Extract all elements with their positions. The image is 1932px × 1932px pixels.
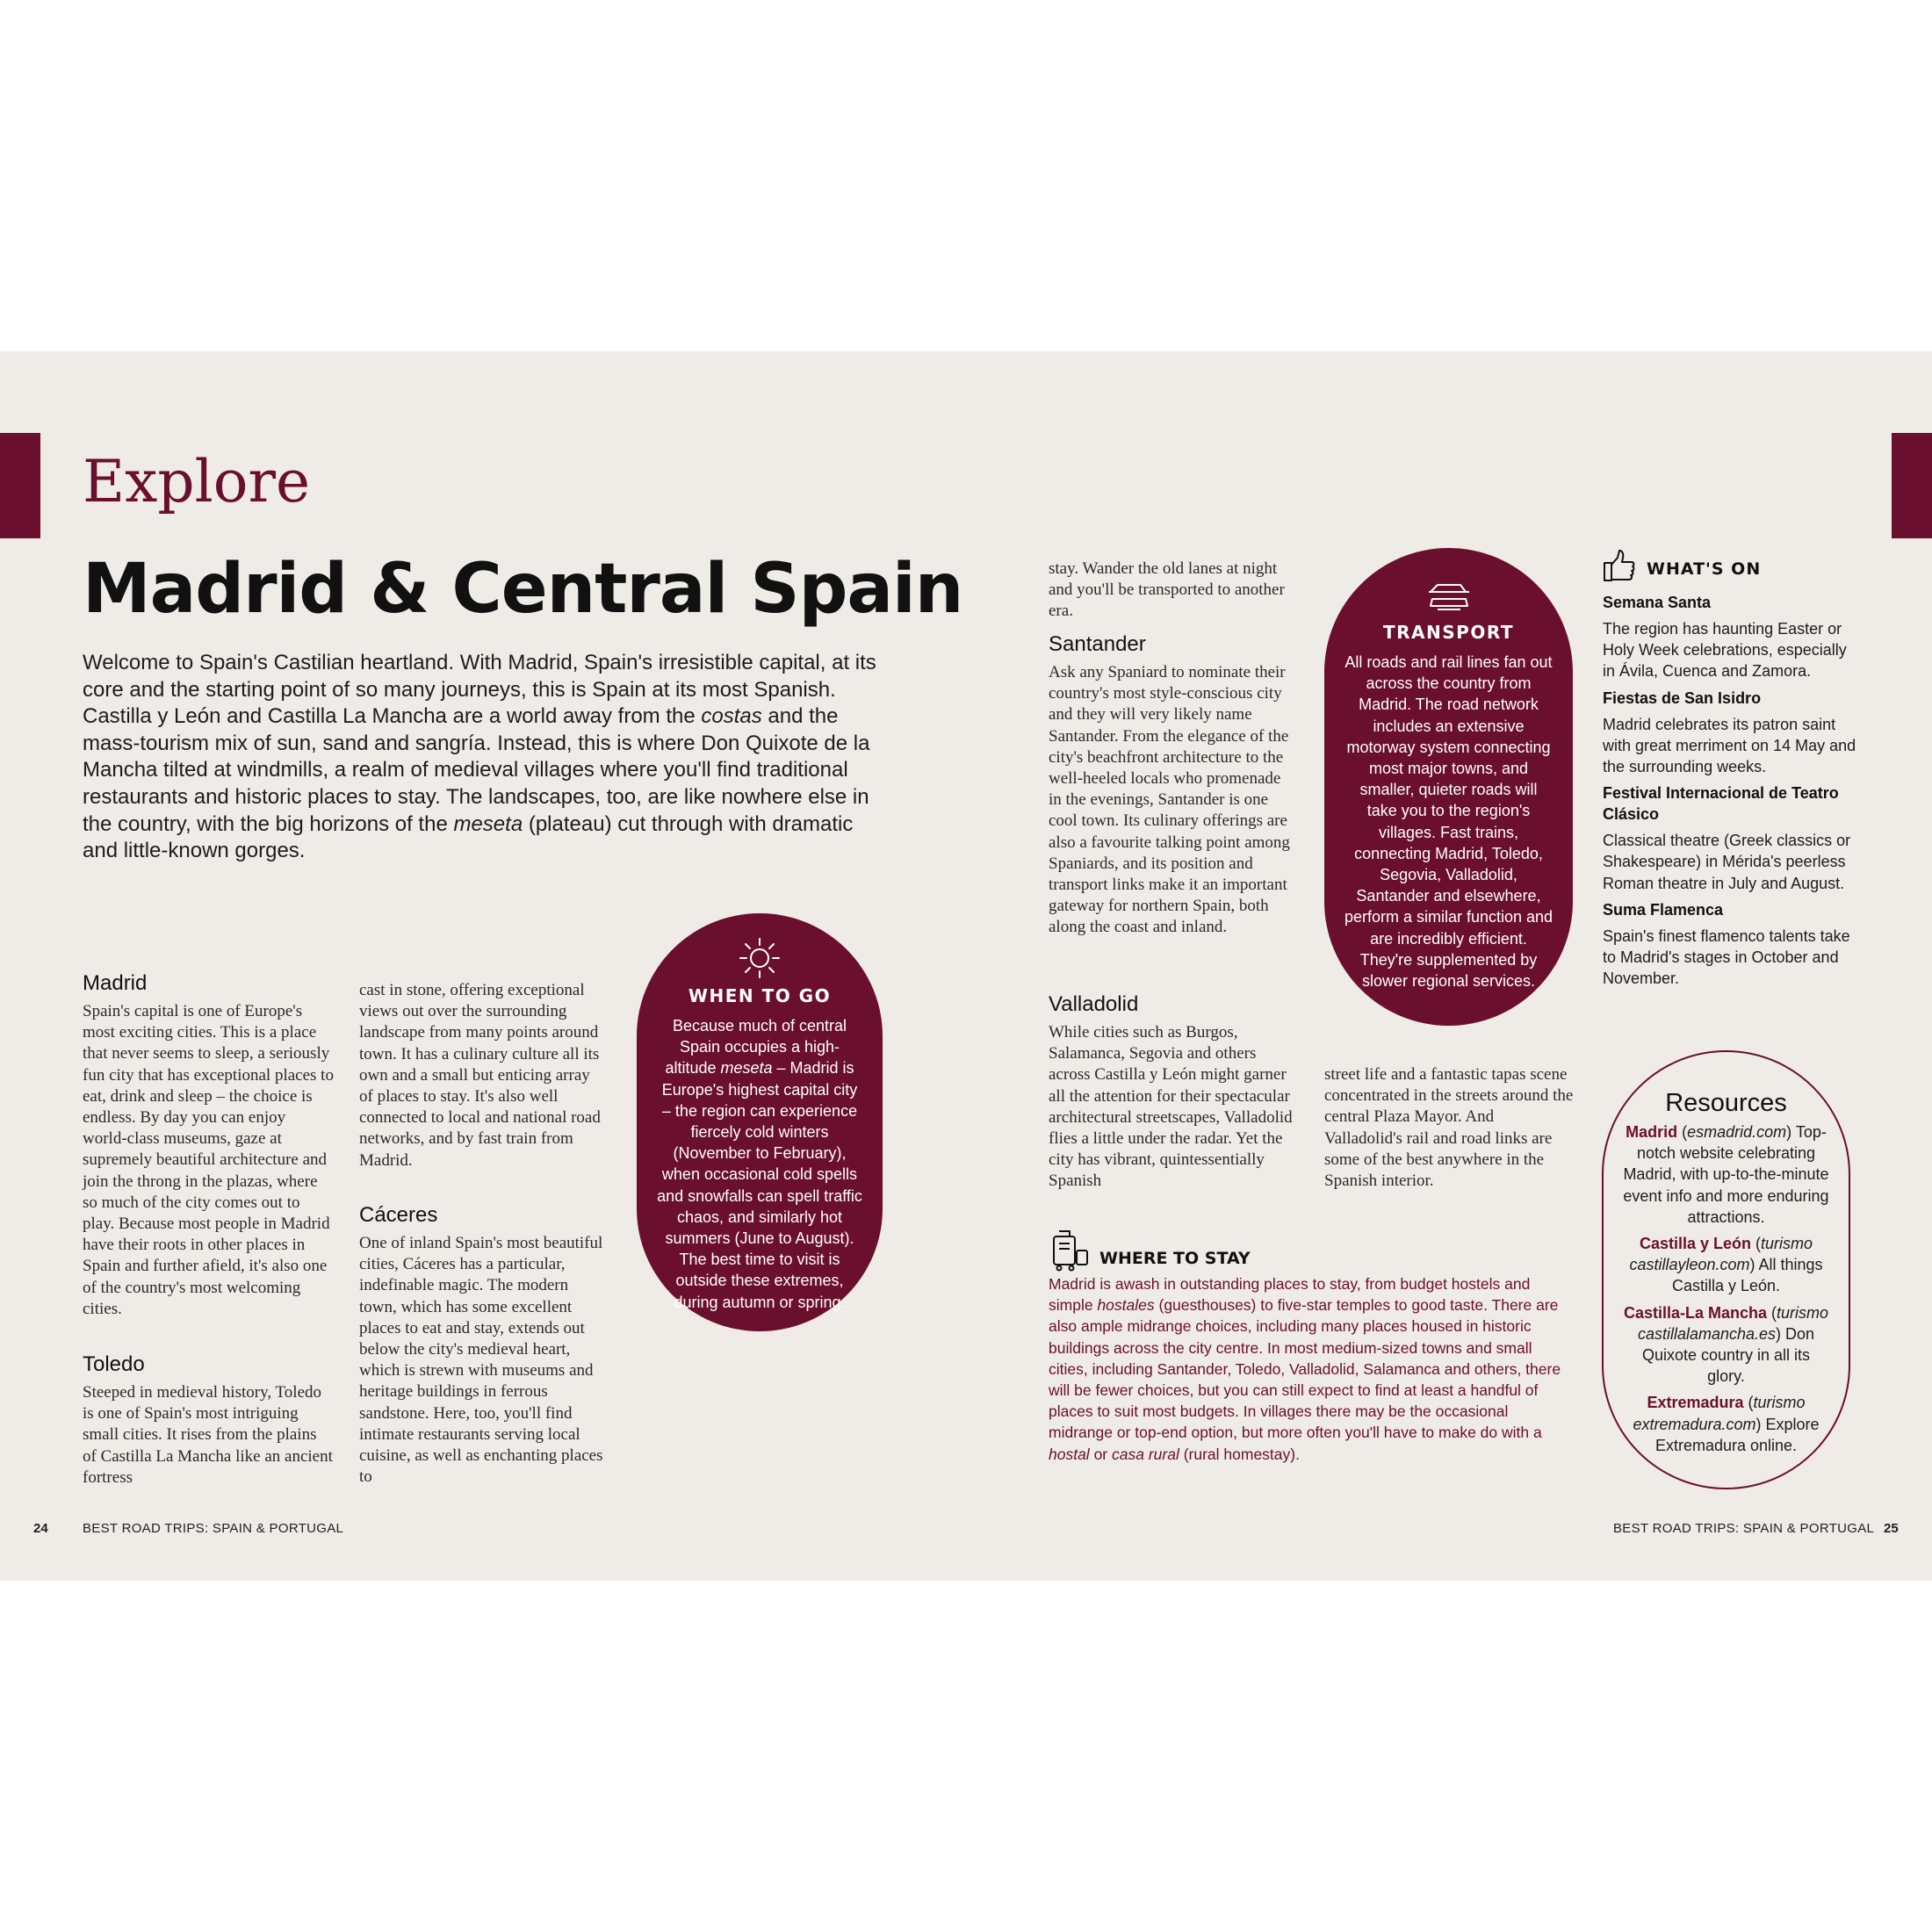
page-number-right: 25: [1884, 1521, 1899, 1536]
whats-on-header: [1603, 548, 1857, 583]
caceres-heading: Cáceres: [359, 1203, 438, 1227]
caceres-section: [359, 1203, 607, 1488]
transport-heading: TRANSPORT: [1383, 622, 1514, 643]
resources-list: [1604, 1121, 1849, 1456]
event-name: Suma Flamenca: [1603, 900, 1724, 919]
running-title-right: BEST ROAD TRIPS: SPAIN & PORTUGAL: [1613, 1521, 1875, 1536]
when-to-go-heading: WHEN TO GO: [688, 985, 832, 1006]
toledo-heading: Toledo: [83, 1352, 145, 1376]
resources-heading: Resources: [1665, 1089, 1787, 1117]
caceres-text: One of inland Spain's most beautiful cities, Cáceres has a particular, indefinable magic. The modern town, which has some excellent places to eat and stay, extends out below the city's medieval heart, which is strewn with museums and heritage buildings in ferrous sandstone. Here, too, you'll find intimate restaurants serving local cuisine, as well as enchanting places to: [359, 1234, 603, 1487]
car-train-icon: [1425, 580, 1473, 615]
left-edge-tab: [0, 433, 40, 538]
toledo-continued: [359, 980, 607, 1171]
event-name: Fiestas de San Isidro: [1603, 688, 1762, 707]
section-label: Explore: [83, 448, 311, 515]
resource-item: Madrid (esmadrid.com) Top-notch website celebrating Madrid, with up-to-the-minute event info and more enduring attractions.: [1623, 1123, 1829, 1226]
event-name: Semana Santa: [1603, 594, 1712, 611]
madrid-section: [83, 971, 334, 1320]
thumbs-up-icon: [1603, 548, 1636, 583]
event-name: Festival Internacional de Teatro Clásico: [1603, 784, 1839, 824]
where-to-stay-header: [1049, 1229, 1575, 1272]
valladolid-heading: Valladolid: [1049, 992, 1139, 1016]
caceres-text-cont: stay. Wander the old lanes at night and you'll be transported to another era.: [1049, 559, 1285, 621]
book-spread: [0, 351, 1932, 1581]
whats-on-list: [1603, 592, 1857, 989]
whats-on-heading: WHAT'S ON: [1647, 559, 1762, 579]
event-text: The region has haunting Easter or Holy Week celebrations, especially in Ávila, Cuenca and Zamora.: [1603, 620, 1847, 681]
caceres-continued: [1049, 559, 1296, 623]
where-to-stay-text: Madrid is awash in outstanding places to stay, from budget hostels and simple hostales (guesthouses) to five-star temples to good taste. There are also ample midrange choices, including many places housed in historic buildings across the city centre. In most medium-sized towns and small cities, including Santander, Toledo, Valladolid, Salamanca and others, there will be fewer choices, but you can still expect to find at least a handful of places to suit most budgets. In villages there may be the occasional midrange or top-end option, but more often you'll have to make do with a hostal or casa rural (rural homestay).: [1049, 1275, 1561, 1463]
madrid-heading: Madrid: [83, 971, 148, 995]
toledo-text: Steeped in medieval history, Toledo is one of Spain's most intriguing small cities. It rises from the plains of Castilla La Mancha like an ancient fortress: [83, 1383, 333, 1487]
intro-paragraph: Welcome to Spain's Castilian heartland. With Madrid, Spain's irresistible capital, at its core and the starting point of so many journeys, this is Spain at its most Spanish. Castilla y León and Castilla La Mancha are a world away from the costas and the mass-tourism mix of sun, sand and sangría. Instead, this is where Don Quixote de la Mancha tilted at windmills, a realm of medieval villages where you'll find traditional restaurants and historic places to stay. The landscapes, too, are like nowhere else in the country, with the big horizons of the meseta (plateau) cut through with dramatic and little-known gorges.: [83, 651, 876, 863]
whats-on-section: [1603, 548, 1857, 989]
running-title-left: BEST ROAD TRIPS: SPAIN & PORTUGAL: [83, 1521, 344, 1536]
event-text: Madrid celebrates its patron saint with great merriment on 14 May and the surrounding weeks.: [1603, 715, 1856, 776]
event-text: Spain's finest flamenco talents take to Madrid's stages in October and November.: [1603, 926, 1850, 988]
transport-text: All roads and rail lines fan out across the country from Madrid. The road network includes an extensive motorway system connecting most major towns, and smaller, quieter roads will take you to the region's villages. Fast trains, connecting Madrid, Toledo, Segovia, Valladolid, Santander and elsewhere, perform a similar function and are incredibly efficient. They're supplemented by slower regional services.: [1344, 653, 1554, 991]
valladolid-continued: [1324, 1064, 1574, 1192]
toledo-text-cont: cast in stone, offering exceptional views out over the surrounding landscape from many points around town. It has a culinary culture all its own and a small but enticing array of places to stay. It's also well connected to local and national road networks, and by fast train from Madrid.: [359, 981, 601, 1170]
resource-item: Extremadura (turismo extremadura.com) Explore Extremadura online.: [1633, 1394, 1820, 1454]
resource-item: Castilla-La Mancha (turismo castillalamancha.es) Don Quixote country in all its glory.: [1623, 1303, 1829, 1386]
resources-box: [1602, 1050, 1850, 1489]
right-edge-tab: [1892, 433, 1932, 538]
where-to-stay-heading: WHERE TO STAY: [1099, 1249, 1251, 1268]
event-text: Classical theatre (Greek classics or Shakespeare) in Mérida's peerless Roman theatre in July and August.: [1603, 832, 1851, 892]
madrid-text: Spain's capital is one of Europe's most exciting cities. This is a place that never seems to sleep, a seriously fun city that has exceptional places to eat, drink and sleep – the choice is endless. By day you can enjoy world-class museums, gaze at supremely beautiful architecture and join the throng in the plazas, where so much of the city comes out to play. Because most people in Madrid have their roots in other places in Spain and further afield, it's also one of the country's most welcoming cities.: [83, 1002, 334, 1318]
resource-item: Castilla y León (turismo castillayleon.com) All things Castilla y León.: [1629, 1235, 1823, 1295]
valladolid-text: While cities such as Burgos, Salamanca, Segovia and others across Castilla y León might garner all the attention for their spectacular architectural streetscapes, Valladolid flies a little under the radar. Yet the city has vibrant, quintessentially Spanish: [1049, 1023, 1293, 1191]
page-title: Madrid & Central Spain: [83, 550, 963, 629]
valladolid-section: [1049, 992, 1296, 1193]
where-to-stay-section: [1049, 1229, 1575, 1465]
luggage-trolley-icon: [1049, 1229, 1089, 1272]
page-number-left: 24: [33, 1521, 48, 1536]
when-to-go-box: [637, 913, 883, 1331]
santander-heading: Santander: [1049, 632, 1146, 656]
santander-text: Ask any Spaniard to nominate their country's most style-conscious city and they will very likely name Santander. From the elegance of the city's beachfront architecture to the well-heeled locals who promenade in the evenings, Santander is one cool town. Its culinary offerings are also a favourite talking point among Spaniards, and its position and transport links make it an important gateway for northern Spain, both along the coast and inland.: [1049, 663, 1290, 937]
valladolid-text-cont: street life and a fantastic tapas scene concentrated in the streets around the central Plaza Mayor. And Valladolid's rail and road links are some of the best anywhere in the Spanish interior.: [1324, 1065, 1574, 1191]
sun-icon: [738, 936, 782, 980]
toledo-section: [83, 1352, 334, 1489]
transport-box: [1324, 548, 1573, 1026]
santander-section: [1049, 632, 1296, 939]
when-to-go-text: Because much of central Spain occupies a high-altitude meseta – Madrid is Europe's highest capital city – the region can experience fiercely cold winters (November to February), when occasional cold spells and snowfalls can spell traffic chaos, and similarly hot summers (June to August). The best time to visit is outside these extremes, during autumn or spring.: [657, 1017, 862, 1311]
